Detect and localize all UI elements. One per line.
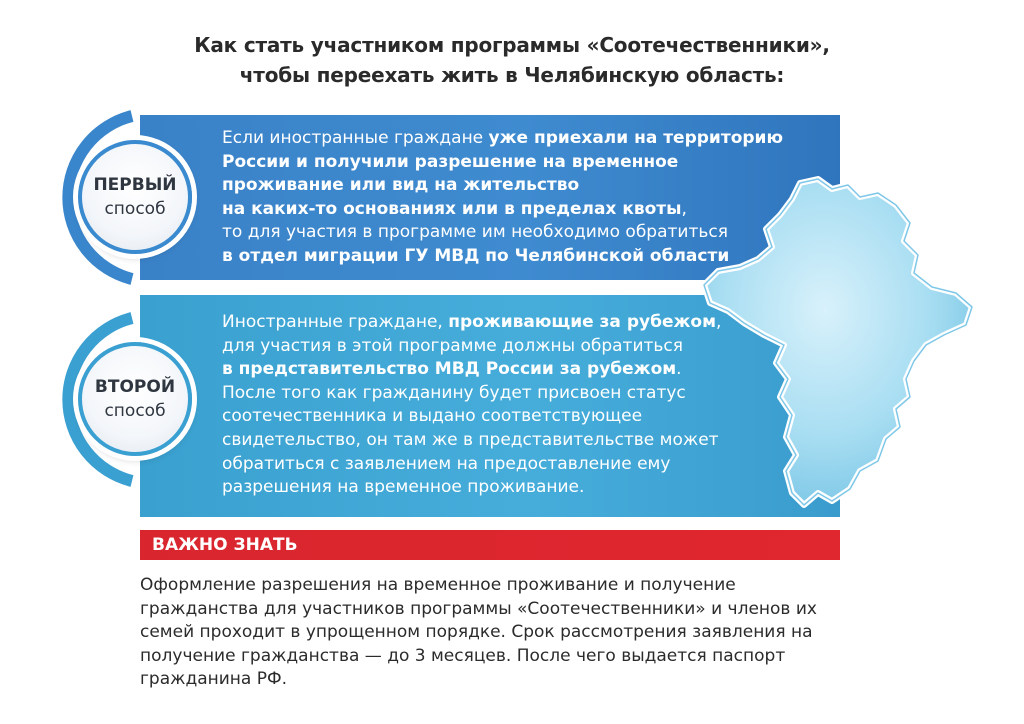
important-note-line: гражданства для участников программы «Соотечественники» и членов их — [140, 598, 817, 619]
method2-text-segment: . — [676, 359, 682, 380]
method1-text-segment: , — [681, 198, 687, 219]
method1-text-segment: проживание или вид на жительство — [222, 175, 580, 196]
method-2-badge-word1: ВТОРОЙ — [94, 377, 176, 397]
method1-line — [222, 127, 832, 151]
method2-text-segment: в представительство МВД России за рубежом — [222, 359, 677, 380]
method-1-badge-word1: ПЕРВЫЙ — [93, 175, 177, 195]
method-2-badge-word2: способ — [104, 401, 166, 421]
method2-text-segment: Иностранные граждане, — [222, 312, 449, 332]
method-2-badge — [78, 342, 192, 456]
method2-text-segment: свидетельство, он там же в представительстве может — [222, 429, 719, 450]
method2-text-segment: соотечественника и выдано соответствующее — [222, 406, 643, 427]
method2-text-segment: разрешения на временное проживание. — [222, 477, 585, 498]
important-note — [140, 574, 860, 692]
title-line-1: Как стать участником программы «Соотечественники», — [194, 33, 830, 57]
important-note-line: семей проходит в упрощенном порядке. Срок рассмотрения заявления на — [140, 622, 813, 642]
method-1-badge-word2: способ — [104, 199, 166, 219]
important-note-line: Оформление разрешения на временное проживание и получение — [140, 575, 736, 595]
method2-text-segment: проживающие за рубежом — [448, 312, 716, 332]
method1-text-segment: то для участия в программе им необходимо обратиться — [222, 222, 728, 243]
title-line-2: чтобы переехать жить в Челябинскую область: — [239, 63, 785, 87]
method1-text-segment: на каких-то основаниях или в пределах квоты — [222, 198, 682, 219]
method1-text-segment: Если иностранные граждане — [222, 128, 489, 148]
method2-text-segment: обратиться с заявлением на предоставление ему — [222, 453, 671, 474]
important-note-line: гражданина РФ. — [140, 669, 288, 689]
method2-text-segment: для участия в этой программе должны обратиться — [222, 335, 683, 356]
chelyabinsk-region-map-icon — [700, 175, 980, 520]
important-note-line: получение гражданства — до 3 месяцев. После чего выдается паспорт — [140, 645, 786, 666]
method-1-badge — [78, 140, 192, 254]
method1-text-segment: уже приехали на территорию — [488, 128, 783, 148]
important-banner: ВАЖНО ЗНАТЬ — [140, 530, 840, 560]
page-title — [0, 30, 1024, 90]
method1-text-segment: в отдел миграции ГУ МВД по Челябинской области — [222, 245, 730, 266]
method1-text-segment: России и получили разрешение на временное — [222, 151, 679, 172]
method1-line — [222, 151, 832, 175]
method2-text-segment: После того как гражданину будет присвоен статус — [222, 382, 686, 403]
method2-text-segment: , — [715, 312, 722, 332]
